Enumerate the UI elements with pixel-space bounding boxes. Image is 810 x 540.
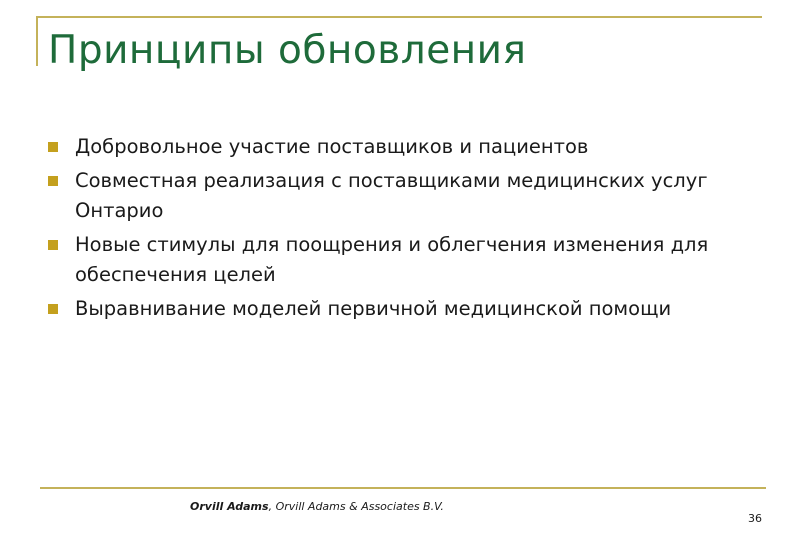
bullet-list [48, 132, 768, 328]
bullet-item [48, 166, 768, 226]
footer-rule [40, 487, 766, 489]
left-accent-rule [36, 16, 38, 66]
bullet-item [48, 230, 768, 290]
bullet-item [48, 294, 768, 324]
bullet-text: Добровольное участие поставщиков и пациентов [75, 135, 589, 158]
square-bullet-icon [48, 304, 58, 314]
footer-credit [190, 500, 444, 513]
footer-author: Orvill Adams [190, 500, 269, 513]
top-rule [36, 16, 762, 18]
bullet-item [48, 132, 768, 162]
slide-title: Принципы обновления [48, 28, 527, 73]
square-bullet-icon [48, 176, 58, 186]
bullet-text: Выравнивание моделей первичной медицинской помощи [75, 297, 672, 320]
bullet-text: Новые стимулы для поощрения и облегчения изменения для обеспечения целей [75, 233, 709, 286]
page-number: 36 [748, 512, 762, 525]
square-bullet-icon [48, 240, 58, 250]
square-bullet-icon [48, 142, 58, 152]
bullet-text: Совместная реализация с поставщиками медицинских услуг Онтарио [75, 169, 708, 222]
footer-organization: , Orvill Adams & Associates B.V. [268, 500, 444, 513]
